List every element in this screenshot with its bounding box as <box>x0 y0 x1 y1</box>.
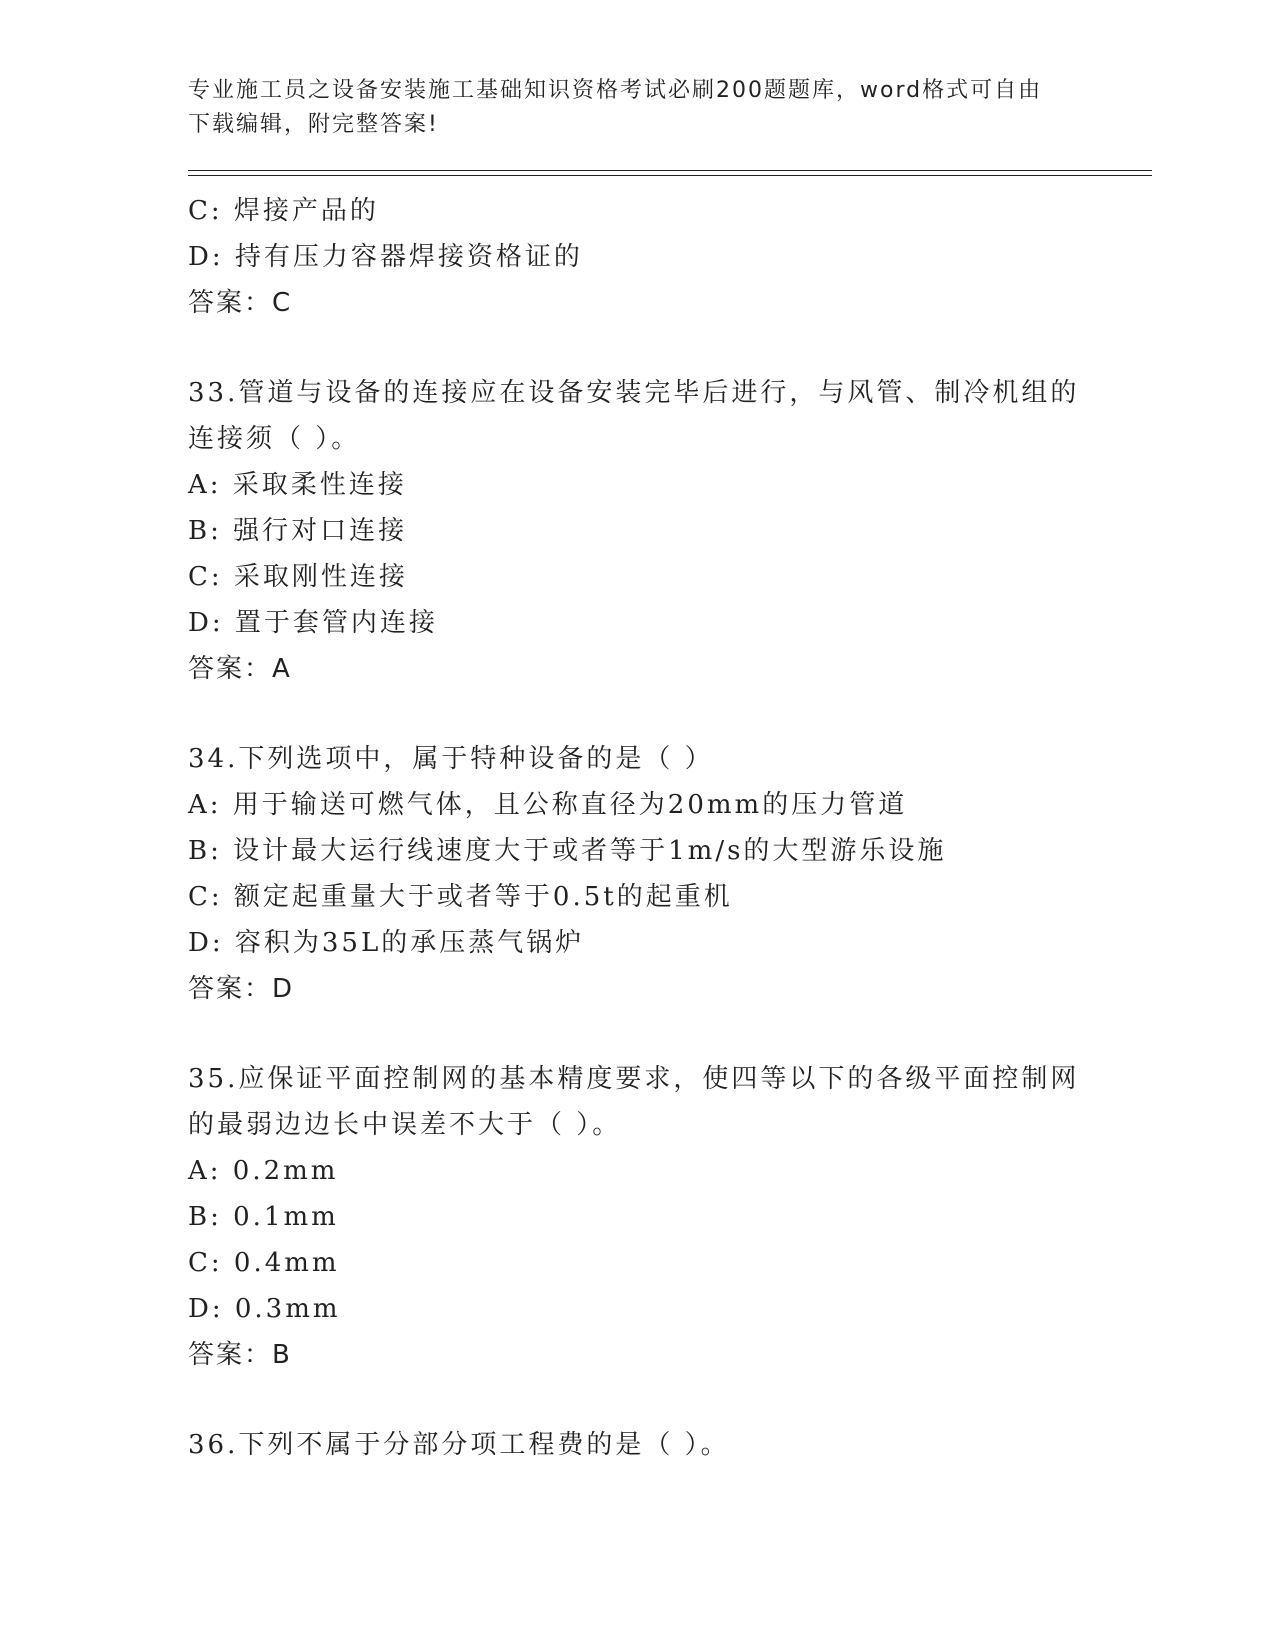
q34-stem-line-1: 34.下列选项中，属于特种设备的是（ ） <box>188 744 714 774</box>
q34-option-c: C: 额定起重量大于或者等于0.5t的起重机 <box>188 882 733 912</box>
spacer <box>188 1378 1088 1422</box>
question-32-tail <box>188 188 1088 326</box>
q35-stem-line-2: 的最弱边边长中误差不大于（ ）。 <box>188 1110 622 1140</box>
q35-option-c: C: 0.4mm <box>188 1248 340 1278</box>
q33-stem-line-2: 连接须（ ）。 <box>188 424 361 454</box>
q34-option-a: A: 用于输送可燃气体，且公称直径为20mm的压力管道 <box>188 790 908 820</box>
spacer <box>188 692 1088 736</box>
header-divider-bottom <box>188 175 1152 176</box>
header-title-line-2: 下载编辑，附完整答案! <box>188 112 439 137</box>
page-header <box>188 74 1068 142</box>
q33-option-d: D: 置于套管内连接 <box>188 608 438 638</box>
q33-option-b: B: 强行对口连接 <box>188 516 408 546</box>
question-33 <box>188 370 1088 692</box>
q32-option-c: C: 焊接产品的 <box>188 196 379 226</box>
q36-stem-line-1: 36.下列不属于分部分项工程费的是（ ）。 <box>188 1430 730 1460</box>
question-list <box>188 188 1088 1468</box>
q34-option-b: B: 设计最大运行线速度大于或者等于1m/s的大型游乐设施 <box>188 836 947 866</box>
header-divider-top <box>188 170 1152 171</box>
q35-option-d: D: 0.3mm <box>188 1294 341 1324</box>
q35-answer: 答案：B <box>188 1340 292 1370</box>
q35-stem-line-1: 35.应保证平面控制网的基本精度要求，使四等以下的各级平面控制网 <box>188 1064 1080 1094</box>
spacer <box>188 1012 1088 1056</box>
q33-stem-line-1: 33.管道与设备的连接应在设备安装完毕后进行，与风管、制冷机组的 <box>188 378 1080 408</box>
q33-answer: 答案：A <box>188 654 292 684</box>
q33-option-c: C: 采取刚性连接 <box>188 562 408 592</box>
q35-option-b: B: 0.1mm <box>188 1202 339 1232</box>
q34-answer: 答案：D <box>188 974 295 1004</box>
q35-option-a: A: 0.2mm <box>188 1156 339 1186</box>
q32-option-d: D: 持有压力容器焊接资格证的 <box>188 242 583 272</box>
question-36 <box>188 1422 1088 1468</box>
q34-option-d: D: 容积为35L的承压蒸气锅炉 <box>188 928 585 958</box>
question-35 <box>188 1056 1088 1378</box>
q33-option-a: A: 采取柔性连接 <box>188 470 407 500</box>
question-34 <box>188 736 1088 1012</box>
header-title-line-1: 专业施工员之设备安装施工基础知识资格考试必刷200题题库，word格式可自由 <box>188 78 1043 103</box>
q32-answer: 答案：C <box>188 288 293 318</box>
spacer <box>188 326 1088 370</box>
